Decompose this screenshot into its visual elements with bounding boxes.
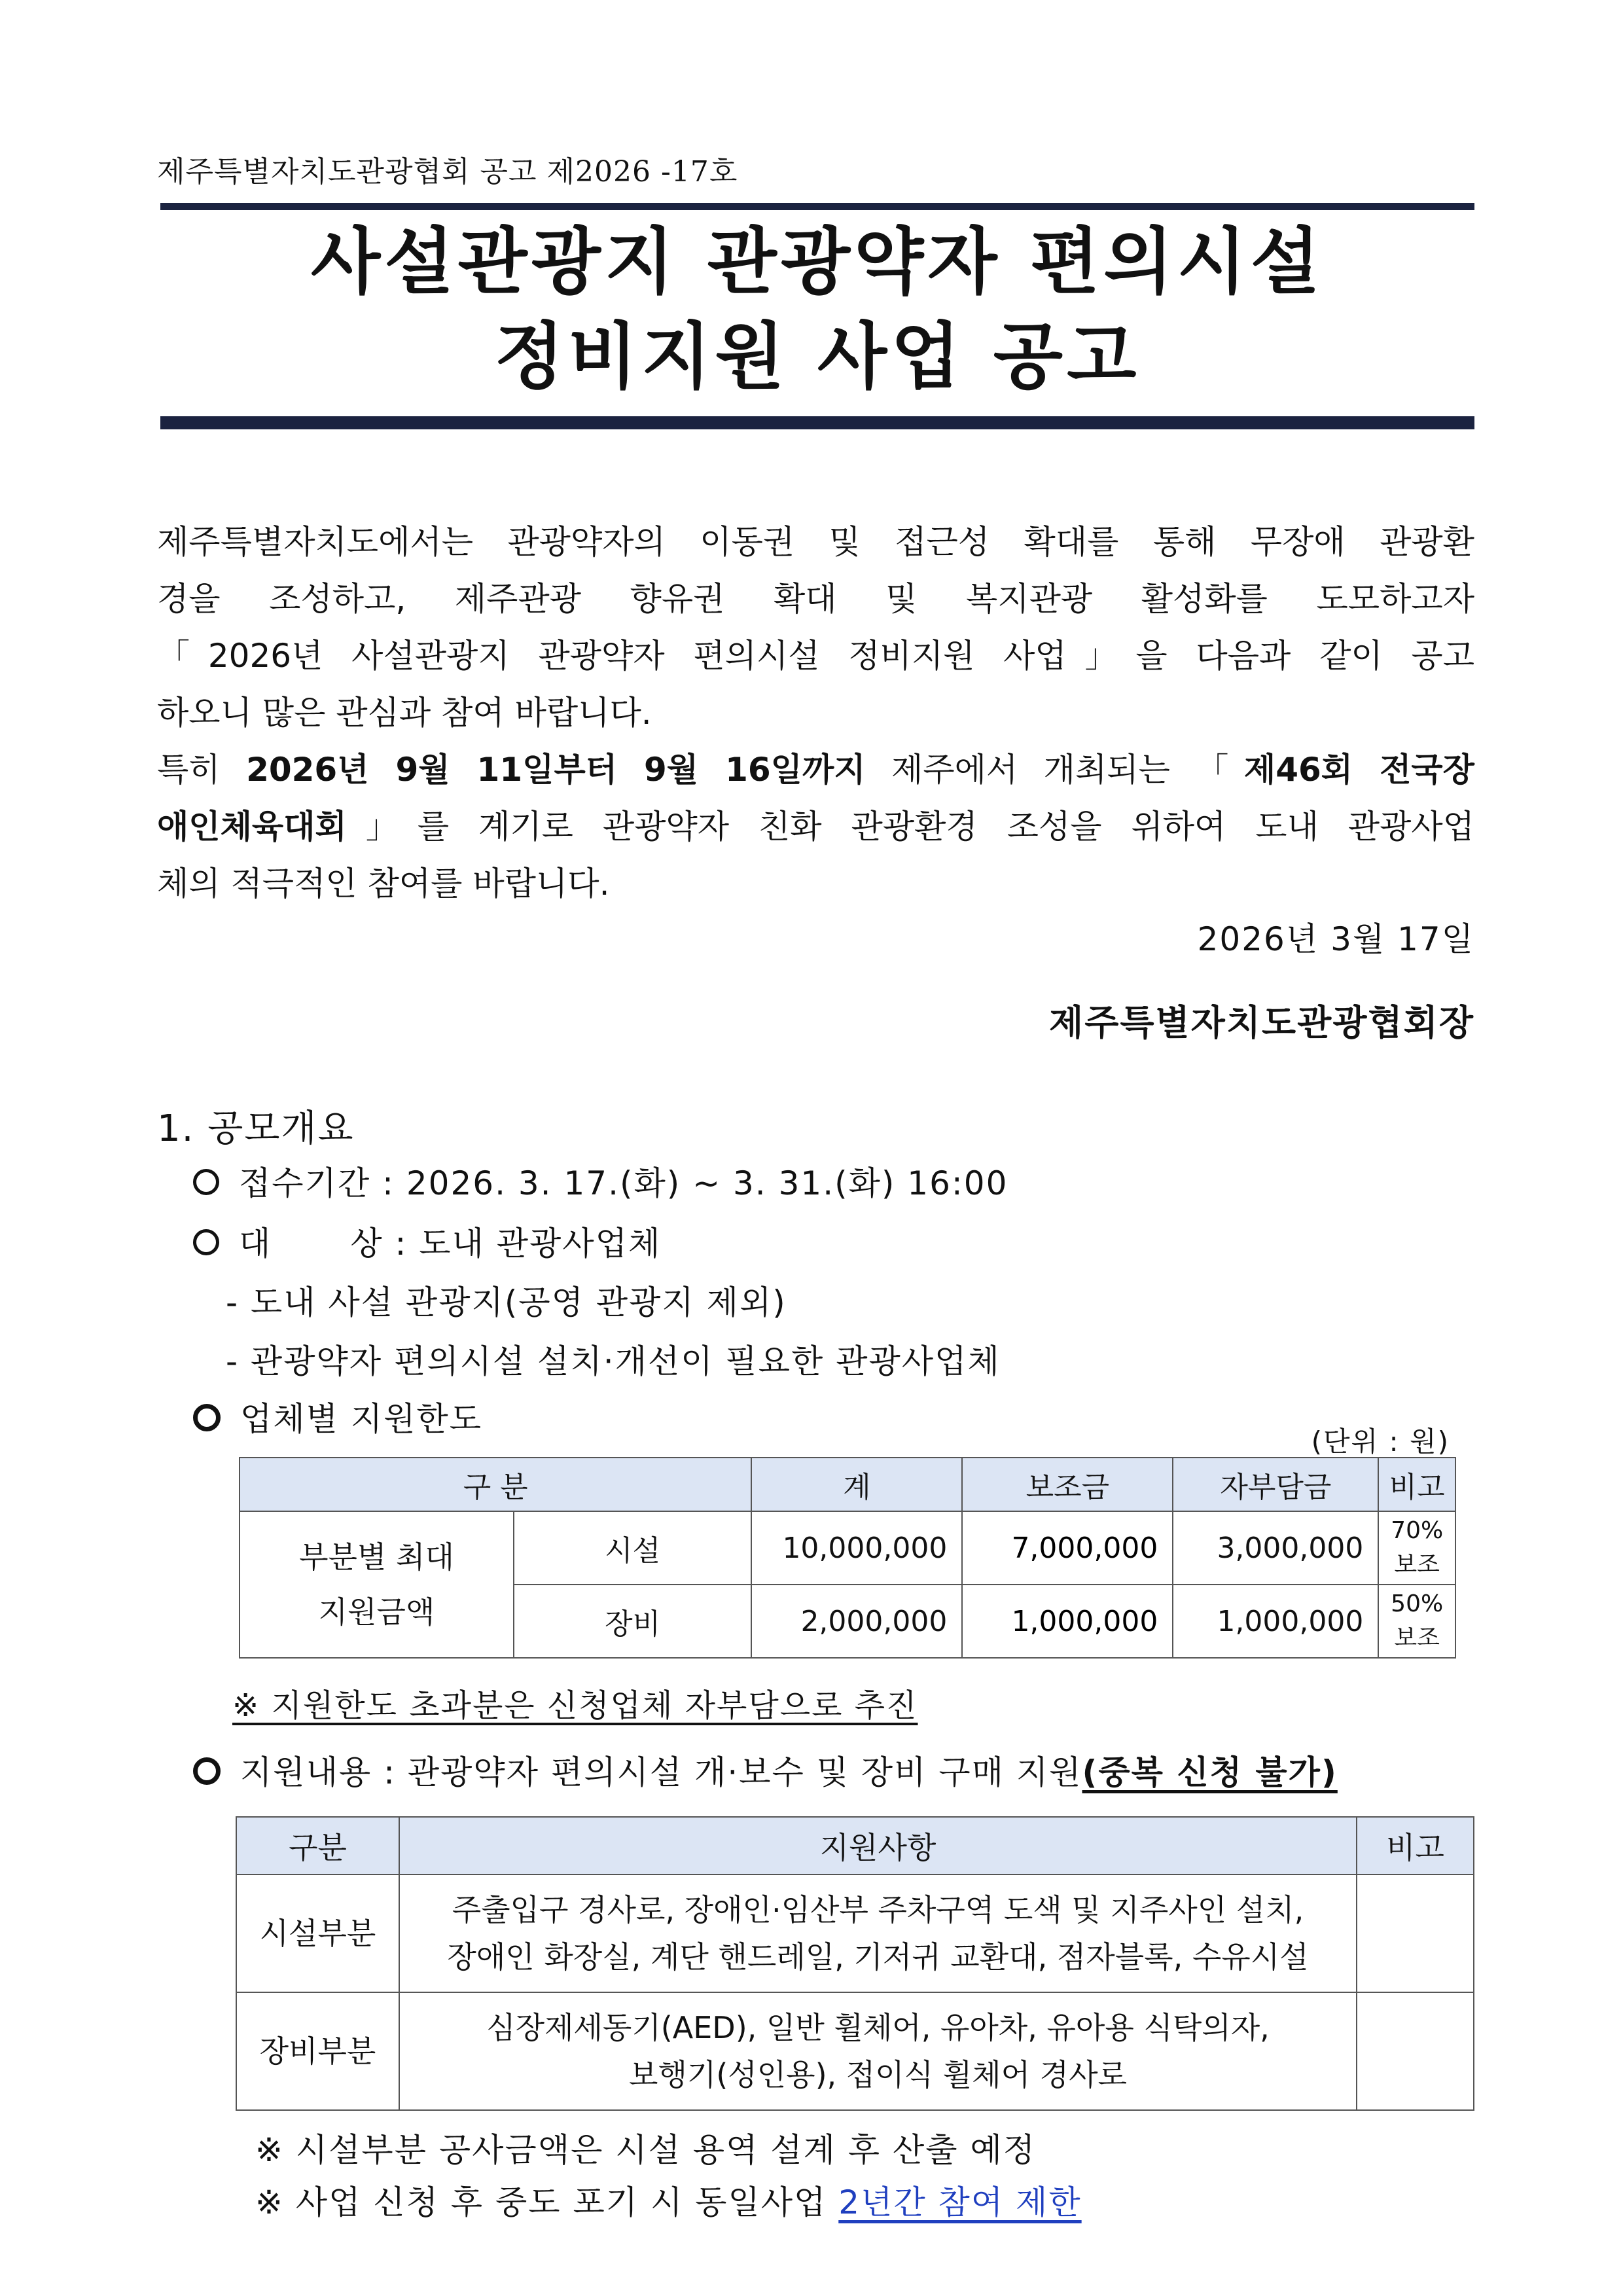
- table-cell: [1378, 1585, 1455, 1658]
- row-group-text: 부분별 최대: [299, 1539, 454, 1575]
- body-line: [157, 742, 1474, 798]
- body-line: 경을 조성하고, 제주관광 향유권 확대 및 복지관광 활성화를 도모하고자: [157, 580, 1474, 618]
- table-header: 비고: [1378, 1458, 1455, 1511]
- table-row: [236, 1992, 1474, 2110]
- note-text: 보조: [1394, 1551, 1440, 1578]
- body-line: 체의 적극적인 참여를 바랍니다.: [157, 865, 610, 903]
- target-item: [193, 1217, 661, 1265]
- circle-bullet-icon: [193, 1169, 219, 1195]
- table-cell: 3,000,000: [1173, 1511, 1378, 1585]
- footnote: ※ 시설부분 공사금액은 시설 용역 설계 후 산출 예정: [255, 2131, 1037, 2169]
- support-limit-table: [239, 1457, 1456, 1659]
- table-cell: 10,000,000: [751, 1511, 962, 1585]
- body-line: 제주특별자치도에서는 관광약자의 이동권 및 접근성 확대를 통해 무장애 관광환: [157, 523, 1474, 561]
- table-header: 비고: [1357, 1817, 1474, 1874]
- unit-label: (단위 : 원): [1311, 1426, 1450, 1458]
- table-cell: 장비: [514, 1585, 751, 1658]
- event-name-cont: 애인체육대회: [157, 808, 347, 846]
- event-name: 제46회 전국장: [1243, 751, 1474, 789]
- limit-note: ※ 지원한도 초과분은 신청업체 자부담으로 추진: [232, 1687, 918, 1724]
- target-text: 상 : 도내 관광사업체: [350, 1225, 662, 1263]
- target-label: 대: [239, 1225, 272, 1263]
- row-group-label: [240, 1511, 514, 1658]
- period-text: 접수기간 : 2026. 3. 17.(화) ~ 3. 31.(화) 16:00: [239, 1164, 1008, 1202]
- support-heading: 지원내용 : 관광약자 편의시설 개·보수 및 장비 구매 지원: [240, 1753, 1082, 1791]
- limit-item: [193, 1393, 482, 1440]
- table-cell: [1357, 1874, 1474, 1992]
- limit-heading: 업체별 지원한도: [240, 1400, 482, 1438]
- note-text: 보조: [1394, 1624, 1440, 1651]
- table-header: 계: [751, 1458, 962, 1511]
- notice-number: 제주특별자치도관광협회 공고 제2026 -17호: [157, 155, 738, 188]
- table-header: 지원사항: [399, 1817, 1357, 1874]
- notice-date: 2026년 3월 17일: [1197, 920, 1474, 958]
- table-header: 자부담금: [1173, 1458, 1378, 1511]
- table-header-row: [236, 1817, 1474, 1874]
- body-text: 」를 계기로 관광약자 친화 관광환경 조성을 위하여 도내 관광사업: [346, 808, 1474, 846]
- body-line: [157, 798, 1474, 855]
- duplicate-restriction: (중복 신청 불가): [1082, 1753, 1338, 1791]
- table-cell: [1378, 1511, 1455, 1585]
- table-cell: 1,000,000: [1173, 1585, 1378, 1658]
- table-header: 구분: [236, 1817, 399, 1874]
- footnote-text: ※ 사업 신청 후 중도 포기 시 동일사업: [255, 2183, 839, 2221]
- support-item: [193, 1746, 1338, 1793]
- support-text: 주출입구 경사로, 장애인·임산부 주차구역 도색 및 지주사인 설치,: [452, 1892, 1304, 1928]
- body-text: 특히: [157, 751, 247, 789]
- note-text: 70%: [1391, 1517, 1444, 1544]
- table-cell: [1357, 1992, 1474, 2110]
- table-cell: 7,000,000: [962, 1511, 1173, 1585]
- title-top-rule: [160, 203, 1474, 210]
- table-cell: [399, 1874, 1357, 1992]
- support-text: 장애인 화장실, 계단 핸드레일, 기저귀 교환대, 점자블록, 수유시설: [447, 1939, 1309, 1975]
- table-cell: 장비부분: [236, 1992, 399, 2110]
- support-content-table: [236, 1816, 1474, 2111]
- body-line: 「2026년 사설관광지 관광약자 편의시설 정비지원 사업」을 다음과 같이 공고: [157, 637, 1474, 675]
- table-cell: 시설부분: [236, 1874, 399, 1992]
- table-cell: [399, 1992, 1357, 2110]
- row-group-text: 지원금액: [318, 1594, 435, 1630]
- circle-bullet-icon: [193, 1757, 221, 1785]
- table-cell: 시설: [514, 1511, 751, 1585]
- circle-bullet-icon: [193, 1404, 221, 1431]
- table-header: 구 분: [240, 1458, 751, 1511]
- target-sub-item: - 도내 사설 관광지(공영 관광지 제외): [226, 1283, 787, 1321]
- support-text: 심장제세동기(AED), 일반 휠체어, 유아차, 유아용 식탁의자,: [486, 2010, 1270, 2045]
- event-period: 2026년 9월 11일부터 9월 16일까지: [246, 751, 866, 789]
- table-cell: 2,000,000: [751, 1585, 962, 1658]
- table-cell: 1,000,000: [962, 1585, 1173, 1658]
- organization-name: 제주특별자치도관광협회장: [1049, 1002, 1474, 1043]
- table-header: 보조금: [962, 1458, 1173, 1511]
- title-bottom-rule: [160, 416, 1474, 429]
- page-title-line2: 정비지원 사업 공고: [494, 315, 1141, 399]
- period-item: [193, 1157, 1008, 1204]
- support-text: 보행기(성인용), 접이식 휠체어 경사로: [629, 2057, 1127, 2092]
- section-heading: 1. 공모개요: [157, 1107, 355, 1150]
- table-row: [240, 1511, 1455, 1585]
- body-text: 제주에서 개최되는 「: [865, 751, 1244, 789]
- restriction-link[interactable]: 2년간 참여 제한: [838, 2183, 1082, 2221]
- body-line: 하오니 많은 관심과 참여 바랍니다.: [157, 694, 652, 732]
- footnote: [255, 2176, 1082, 2223]
- table-header-row: [240, 1458, 1455, 1511]
- table-row: [236, 1874, 1474, 1992]
- page-title-line1: 사설관광지 관광약자 편의시설: [311, 220, 1324, 304]
- target-sub-item: - 관광약자 편의시설 설치·개선이 필요한 관광사업체: [226, 1342, 1001, 1380]
- note-text: 50%: [1391, 1590, 1444, 1617]
- circle-bullet-icon: [193, 1229, 219, 1255]
- notice-body: [157, 514, 1474, 912]
